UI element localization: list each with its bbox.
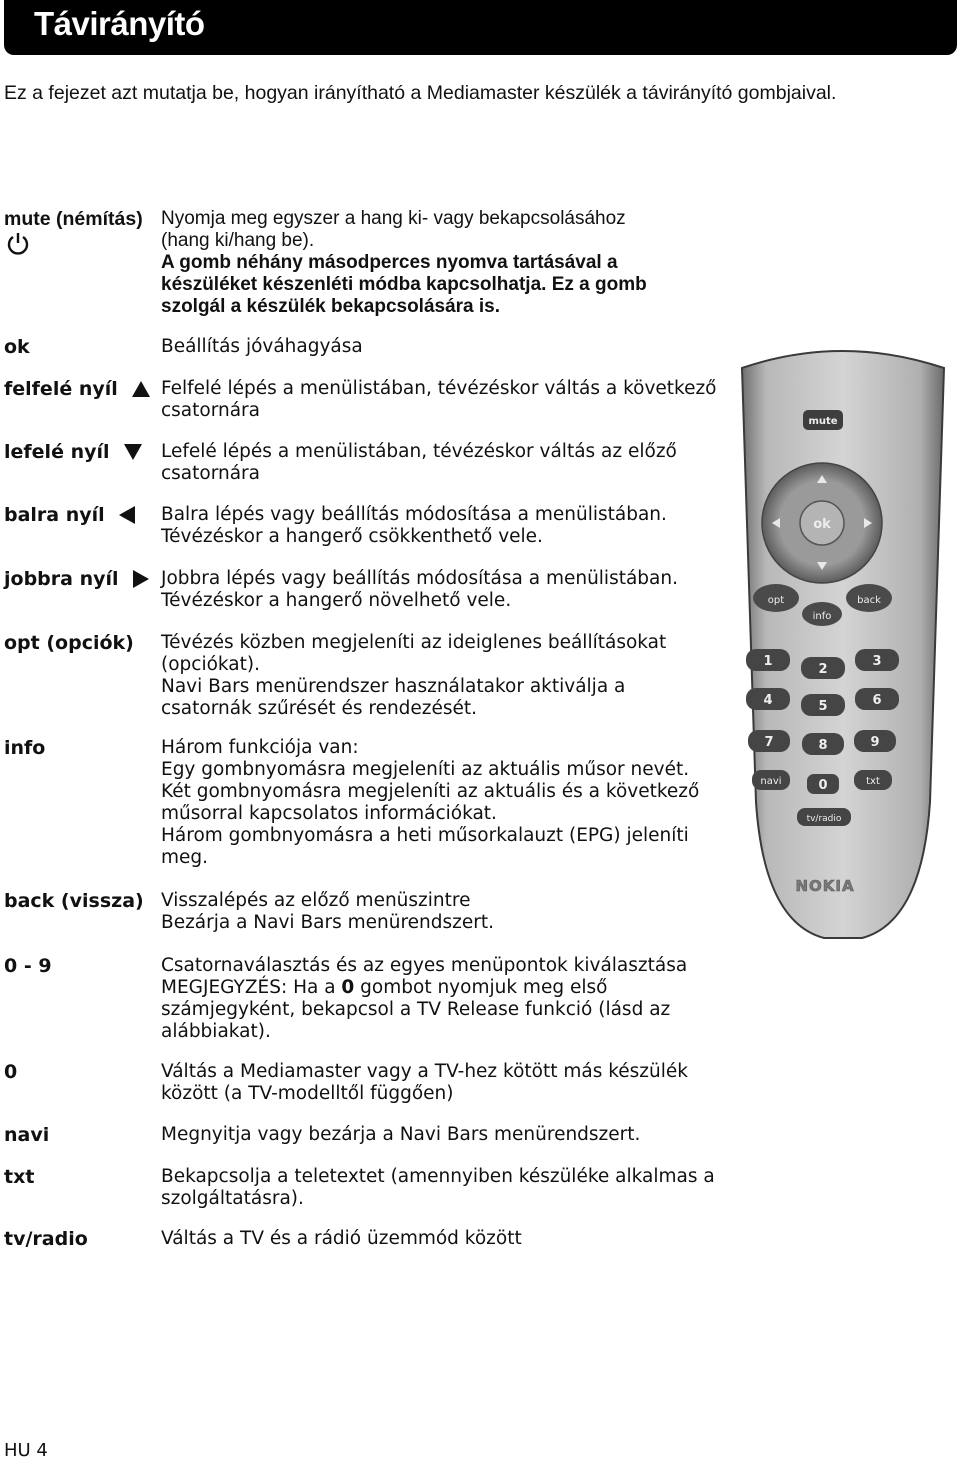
remote-digit-label: 6 [872, 693, 882, 708]
desc-down [161, 441, 706, 485]
desc-right [161, 568, 706, 612]
term-navi: navi [4, 1124, 50, 1146]
term-info: info [4, 737, 46, 759]
desc-line: Visszalépés az előző menüszintre [161, 890, 471, 911]
remote-txt-label: txt [866, 776, 880, 787]
remote-digit-label: 1 [763, 654, 773, 669]
desc-line: Nyomja meg egyszer a hang ki- vagy bekapcsolásához [161, 208, 626, 229]
desc-opt [161, 632, 706, 720]
desc-back [161, 890, 706, 934]
desc-up [161, 378, 717, 422]
remote-tvradio-label: tv/radio [806, 814, 842, 824]
desc-line: számjegyként, bekapcsol a TV Release funkció (lásd az [161, 999, 671, 1020]
desc-mute [161, 208, 706, 318]
term-up [4, 378, 150, 400]
term-zero: 0 [4, 1061, 18, 1083]
term-back: back (vissza) [4, 890, 144, 912]
term-left-label: balra nyíl [4, 504, 105, 526]
page-number: HU 4 [4, 1440, 48, 1461]
desc-line: műsorral kapcsolatos információkat. [161, 803, 497, 824]
desc-line: szolgáltatásra). [161, 1188, 304, 1209]
desc-line: Váltás a TV és a rádió üzemmód között [161, 1228, 522, 1249]
remote-ok-label: ok [813, 517, 831, 532]
term-opt: opt (opciók) [4, 632, 134, 654]
left-arrow-icon [119, 506, 135, 524]
desc-left [161, 504, 706, 548]
desc-line: Navi Bars menürendszer használatakor aktiválja a [161, 676, 626, 697]
desc-navi [161, 1124, 706, 1146]
remote-digit-label: 5 [818, 699, 828, 714]
remote-info-label: info [812, 611, 832, 622]
remote-back-label: back [857, 595, 881, 606]
term-down [4, 441, 142, 463]
term-tvradio: tv/radio [4, 1228, 88, 1250]
desc-line: csatornák szűrését és rendezését. [161, 698, 478, 719]
desc-line: Bekapcsolja a teletextet (amennyiben készüléke alkalmas a [161, 1166, 715, 1187]
desc-txt [161, 1166, 715, 1210]
intro-text: Ez a fejezet azt mutatja be, hogyan irányítható a Mediamaster készülék a távirányító gombjaival. [4, 82, 837, 104]
note-suffix: gombot nyomjuk meg első [354, 977, 608, 998]
desc-line: Bezárja a Navi Bars menürendszert. [161, 912, 494, 933]
desc-line: Lefelé lépés a menülistában, tévézéskor váltás az előző [161, 441, 677, 462]
desc-line: (opciókat). [161, 654, 260, 675]
desc-line: Felfelé lépés a menülistában, tévézéskor váltás a következő [161, 378, 717, 399]
desc-zero [161, 1061, 706, 1105]
term-right-label: jobbra nyíl [4, 568, 119, 590]
desc-line: készüléket készenléti módba kapcsolhatja. Ez a gomb [161, 274, 647, 295]
right-arrow-icon [133, 570, 149, 588]
desc-line: Két gombnyomásra megjeleníti az aktuális és a következő [161, 781, 700, 802]
remote-digit-label: 7 [764, 735, 774, 750]
desc-line: szolgál a készülék bekapcsolására is. [161, 296, 501, 317]
remote-brand-logo: NOKIA [795, 877, 855, 895]
power-icon [6, 232, 30, 256]
term-digits: 0 - 9 [4, 955, 52, 977]
desc-line: Megnyitja vagy bezárja a Navi Bars menürendszert. [161, 1124, 641, 1145]
desc-line: Egy gombnyomásra megjeleníti az aktuális műsor nevét. [161, 759, 690, 780]
desc-line: csatornára [161, 400, 261, 421]
desc-line: Jobbra lépés vagy beállítás módosítása a menülistában. [161, 568, 678, 589]
desc-info [161, 737, 706, 869]
desc-line: csatornára [161, 463, 261, 484]
desc-line: alábbiakat). [161, 1021, 271, 1042]
note-prefix: MEGJEGYZÉS: Ha a [161, 977, 342, 998]
title-bar [4, 0, 957, 55]
term-txt: txt [4, 1166, 35, 1188]
term-up-label: felfelé nyíl [4, 378, 118, 400]
desc-line: Beállítás jóváhagyása [161, 336, 363, 357]
note-bold: 0 [341, 977, 355, 998]
term-mute: mute (némítás) [4, 208, 143, 230]
desc-line: Tévézés közben megjeleníti az ideiglenes beállításokat [161, 632, 667, 653]
remote-digit-label: 4 [763, 693, 773, 708]
page-title: Távirányító [34, 5, 205, 42]
desc-line: Váltás a Mediamaster vagy a TV-hez kötött más készülék [161, 1061, 688, 1082]
remote-digit-label: 8 [818, 738, 828, 753]
desc-line: Három gombnyomásra a heti műsorkalauzt (EPG) jeleníti [161, 825, 689, 846]
term-right [4, 568, 149, 590]
desc-ok [161, 336, 706, 358]
desc-line: A gomb néhány másodperces nyomva tartásával a [161, 252, 618, 273]
desc-line: (hang ki/hang be). [161, 230, 315, 251]
desc-line: Csatornaválasztás és az egyes menüpontok kiválasztása [161, 955, 688, 976]
remote-navi-label: navi [760, 776, 782, 787]
term-ok: ok [4, 336, 30, 358]
remote-mute-label: mute [808, 416, 838, 427]
down-arrow-icon [124, 444, 142, 460]
desc-line: Három funkciója van: [161, 737, 359, 758]
remote-control-image [732, 342, 954, 946]
note-line [161, 977, 706, 999]
remote-digit-label: 2 [818, 662, 828, 677]
desc-line: Tévézéskor a hangerő növelhető vele. [161, 590, 512, 611]
remote-opt-label: opt [767, 595, 785, 606]
remote-digit-label: 3 [872, 654, 882, 669]
desc-digits [161, 955, 706, 1043]
desc-line: Tévézéskor a hangerő csökkenthető vele. [161, 526, 543, 547]
term-down-label: lefelé nyíl [4, 441, 110, 463]
desc-tvradio [161, 1228, 706, 1250]
desc-line: meg. [161, 847, 209, 868]
desc-line: között (a TV-modelltől függően) [161, 1083, 454, 1104]
up-arrow-icon [132, 381, 150, 397]
term-left [4, 504, 135, 526]
remote-digit-label: 9 [870, 735, 880, 750]
desc-line: Balra lépés vagy beállítás módosítása a menülistában. [161, 504, 667, 525]
remote-zero-label: 0 [818, 778, 828, 793]
